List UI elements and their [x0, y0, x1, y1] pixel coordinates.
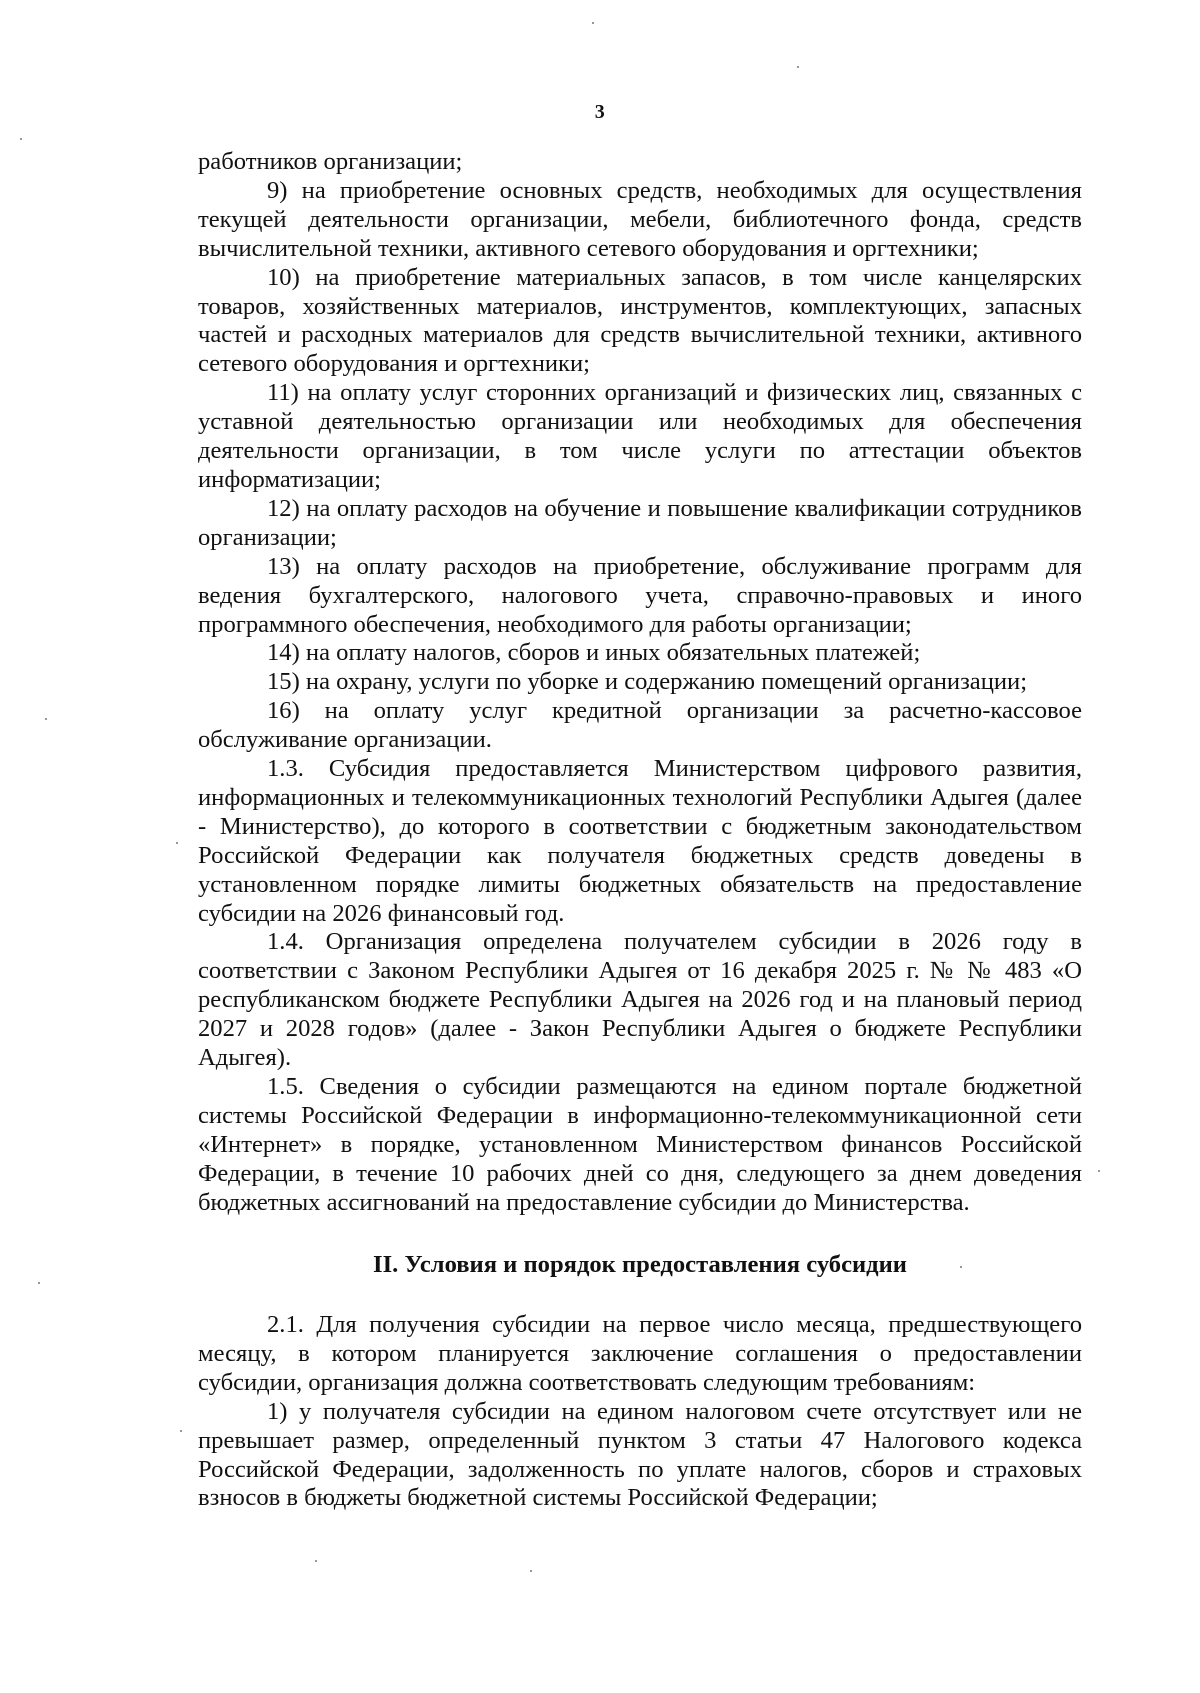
paragraph-item-12: 12) на оплату расходов на обучение и повышение квалификации сотрудников организации;: [198, 494, 1082, 551]
scan-speck: [20, 138, 22, 140]
body-text-top: [198, 148, 1082, 1218]
scan-speck: [45, 718, 47, 720]
paragraph-item-9: 9) на приобретение основных средств, необходимых для осуществления текущей деятельности организации, мебели, библиотечного фонда, средств вычислительной техники, активного сетевого оборудования и оргтехники;: [198, 176, 1082, 262]
paragraph-item-16: 16) на оплату услуг кредитной организации за расчетно-кассовое обслуживание организации.: [198, 697, 1082, 754]
paragraph-clause-2-1-item-1: 1) у получателя субсидии на едином налоговом счете отсутствует или не превышает размер, определенный пунктом 3 статьи 47 Налогового кодекса Российской Федерации, задолженность по уплате налогов, сборов и страховых взносов в бюджеты бюджетной системы Российской Федерации;: [198, 1397, 1082, 1512]
paragraph-clause-2-1: 2.1. Для получения субсидии на первое число месяца, предшествующего месяцу, в котором планируется заключение соглашения о предоставлении субсидии, организация должна соответствовать следующим требованиям:: [198, 1311, 1082, 1396]
body-text-bottom: [198, 1311, 1082, 1513]
paragraph-item-15: 15) на охрану, услуги по уборке и содержанию помещений организации;: [267, 668, 1028, 696]
paragraph-item-11: 11) на оплату услуг сторонних организаций и физических лиц, связанных с уставной деятельностью организации или необходимых для обеспечения деятельности организации, в том числе услуги по аттестации объектов информатизации;: [198, 379, 1082, 493]
scan-speck: [315, 1560, 317, 1562]
section-title: II. Условия и порядок предоставления субсидии: [373, 1251, 907, 1278]
paragraph-item-14: 14) на оплату налогов, сборов и иных обязательных платежей;: [267, 639, 921, 667]
paragraph-item-10: 10) на приобретение материальных запасов, в том числе канцелярских товаров, хозяйственных материалов, инструментов, комплектующих, запасных частей и расходных материалов для средств вычислительной техники, активного сетевого оборудования и оргтехники;: [198, 263, 1082, 378]
scan-speck: [592, 22, 594, 24]
scan-speck: [38, 1282, 40, 1284]
paragraph-item-13: 13) на оплату расходов на приобретение, обслуживание программ для ведения бухгалтерского, налогового учета, справочно-правовых и иного программного обеспечения, необходимого для работы организации;: [198, 552, 1082, 638]
page-number: 3: [594, 101, 606, 123]
scan-speck: [797, 66, 799, 68]
paragraph-clause-1-5: 1.5. Сведения о субсидии размещаются на едином портале бюджетной системы Российской Федерации в информационно-телекоммуникационной сети «Интернет» в порядке, установленном Министерством финансов Российской Федерации, в течение 10 рабочих дней со дня, следующего за днем доведения бюджетных ассигнований на предоставление субсидии до Министерства.: [198, 1073, 1082, 1216]
paragraph-clause-1-4: 1.4. Организация определена получателем субсидии в 2026 году в соответствии с Законом Республики Адыгея от 16 декабря 2025 г. № № 483 «О республиканском бюджете Республики Адыгея на 2026 год и на плановый период 2027 и 2028 годов» (далее - Закон Республики Адыгея о бюджете Республики Адыгея).: [198, 928, 1082, 1072]
scan-speck: [180, 1430, 182, 1432]
scan-speck: [530, 1570, 532, 1572]
paragraph-clause-1-3: 1.3. Субсидия предоставляется Министерством цифрового развития, информационных и телекоммуникационных технологий Республики Адыгея (далее - Министерство), до которого в соответствии с бюджетным законодательством Российской Федерации как получателя бюджетных средств доведены в установленном порядке лимиты бюджетных обязательств на предоставление субсидии на 2026 финансовый год.: [198, 755, 1082, 927]
paragraph-continuation: работников организации;: [198, 148, 463, 175]
scan-speck: [1098, 1170, 1100, 1172]
scan-speck: [960, 1266, 962, 1268]
scan-speck: [176, 842, 178, 844]
